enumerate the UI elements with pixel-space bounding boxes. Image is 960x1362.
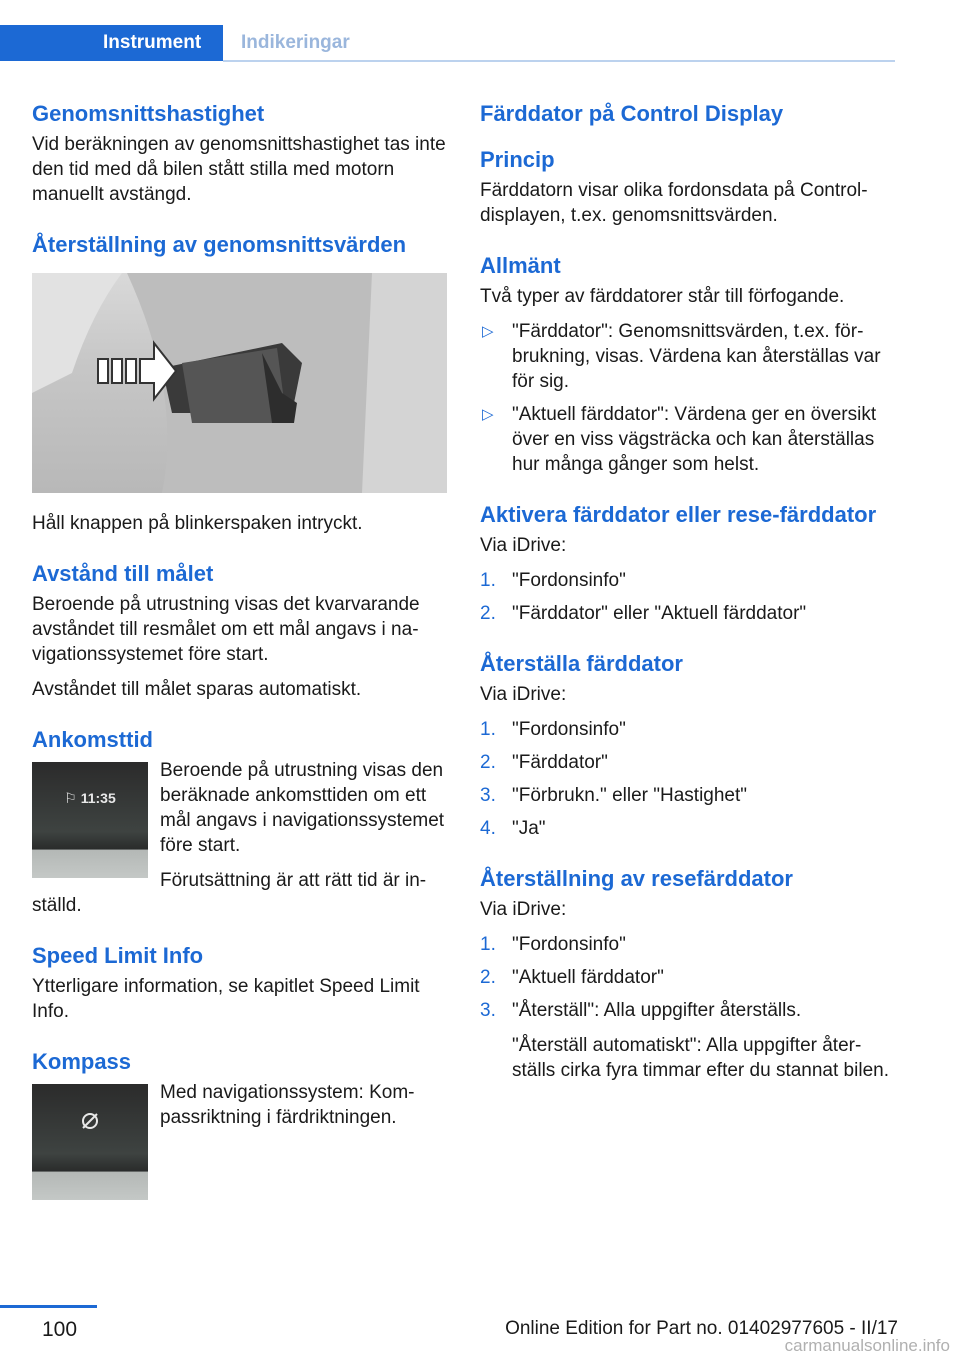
text-ankomsttid-2: Förutsättning är att rätt tid är inställd. [32, 870, 427, 916]
list-item: 1. "Fordonsinfo" [480, 719, 626, 740]
header-rule [223, 60, 895, 62]
list-item: 4. "Ja" [480, 818, 546, 839]
heading-speed-limit-info: Speed Limit Info [32, 943, 204, 968]
triangle-bullet-icon: ▷ [482, 323, 494, 340]
heading-kompass: Kompass [32, 1049, 132, 1074]
text-trip-via: Via iDrive: [480, 899, 567, 920]
lever-illustration [32, 273, 447, 493]
text-genomsnittshastighet: Vid beräkningen av genomsnittshastighet tas inte den tid med då bilen stått stilla med motorn manuellt avstängd. [32, 134, 446, 205]
caption-lever: Håll knappen på blinkerspaken intryckt. [32, 513, 363, 534]
flag-icon: ⚐ [64, 790, 77, 806]
text-aktivera-via: Via iDrive: [480, 535, 567, 556]
heading-genomsnittshastighet: Genomsnittshastighet [32, 101, 265, 126]
heading-princip: Princip [480, 147, 555, 172]
arrival-time-readout: ⚐ 11:35 [64, 790, 116, 806]
compass-icon [32, 1084, 148, 1200]
text-avstand-1: Beroende på utrustning visas det kvarvarande avståndet till resmålet om ett mål angavs i navigationssystemet före start. [32, 594, 420, 665]
list-item: ▷ "Aktuell färddator": Värdena ger en översikt över en viss vägsträcka och kan återställas hur många gånger som helst. [482, 404, 877, 475]
text-avstand-2: Avståndet till målet sparas automatiskt. [32, 679, 362, 700]
heading-ankomsttid: Ankomsttid [32, 727, 153, 752]
heading-aterstallning-genomsnitt: Återställning av genomsnittsvärden [32, 232, 407, 257]
text-speed-limit-info: Ytterligare information, se kapitlet Speed Limit Info. [32, 976, 420, 1022]
tab-indikeringar[interactable]: Indikeringar [241, 32, 350, 53]
list-item: ▷ "Färddator": Genomsnittsvärden, t.ex. förbrukning, visas. Värdena kan återställas var för sig. [482, 321, 881, 392]
kompass-block [32, 1080, 452, 1206]
list-item: 3. "Förbrukn." eller "Hastighet" [480, 785, 748, 806]
list-item: 1. "Fordonsinfo" [480, 570, 626, 591]
edition-text: Online Edition for Part no. 01402977605 - II/17 [505, 1318, 898, 1339]
list-item: 2. "Färddator" [480, 752, 608, 773]
list-item: 3. "Återställ": Alla uppgifter återställs. [480, 1000, 802, 1021]
right-column [480, 100, 895, 1091]
turn-signal-lever-photo [32, 273, 447, 493]
heading-allmant: Allmänt [480, 253, 561, 278]
trip-steps [480, 932, 895, 1023]
heading-farddator-control-display: Färddator på Control Display [480, 101, 784, 126]
arrival-time-display [32, 762, 148, 878]
aktivera-steps [480, 568, 895, 626]
heading-aterstallning-resefarddator: Återställning av resefärddator [480, 866, 793, 891]
text-kompass: Med navigationssystem: Kompassriktning i färdriktningen. [160, 1082, 415, 1128]
watermark: carmanualsonline.info [784, 1336, 950, 1355]
text-ankomsttid-1: Beroende på utrustning visas den beräknade ankomsttiden om ett mål angavs i navigationssystemet före start. [160, 760, 445, 856]
text-trip-sub: "Återställ automatiskt": Alla uppgifter återställs cirka fyra timmar efter du stannat bilen. [512, 1035, 889, 1081]
heading-aterstalla-farddator: Återställa färddator [480, 651, 683, 676]
left-column [32, 100, 452, 1206]
heading-avstand-till-malet: Avstånd till målet [32, 561, 214, 586]
list-item: 1. "Fordonsinfo" [480, 934, 626, 955]
heading-aktivera-farddator: Aktivera färddator eller rese-färddator [480, 502, 877, 527]
text-princip: Färddatorn visar olika fordonsdata på Controldisplayen, t.ex. genomsnittsvärden. [480, 180, 868, 226]
triangle-bullet-icon: ▷ [482, 406, 494, 423]
allmant-list [480, 319, 895, 477]
text-allmant: Två typer av färddatorer står till förfogande. [480, 286, 845, 307]
tab-instrument[interactable]: Instrument [0, 25, 223, 61]
header-tabs [0, 25, 895, 61]
list-item: 2. "Färddator" eller "Aktuell färddator" [480, 603, 807, 624]
text-aterstalla-via: Via iDrive: [480, 684, 567, 705]
ankomsttid-block [32, 758, 452, 928]
compass-display [32, 1084, 148, 1200]
list-item: 2. "Aktuell färddator" [480, 967, 664, 988]
page-number: 100 [42, 1318, 78, 1341]
footer-rule [0, 1305, 97, 1308]
aterstalla-steps [480, 717, 895, 841]
